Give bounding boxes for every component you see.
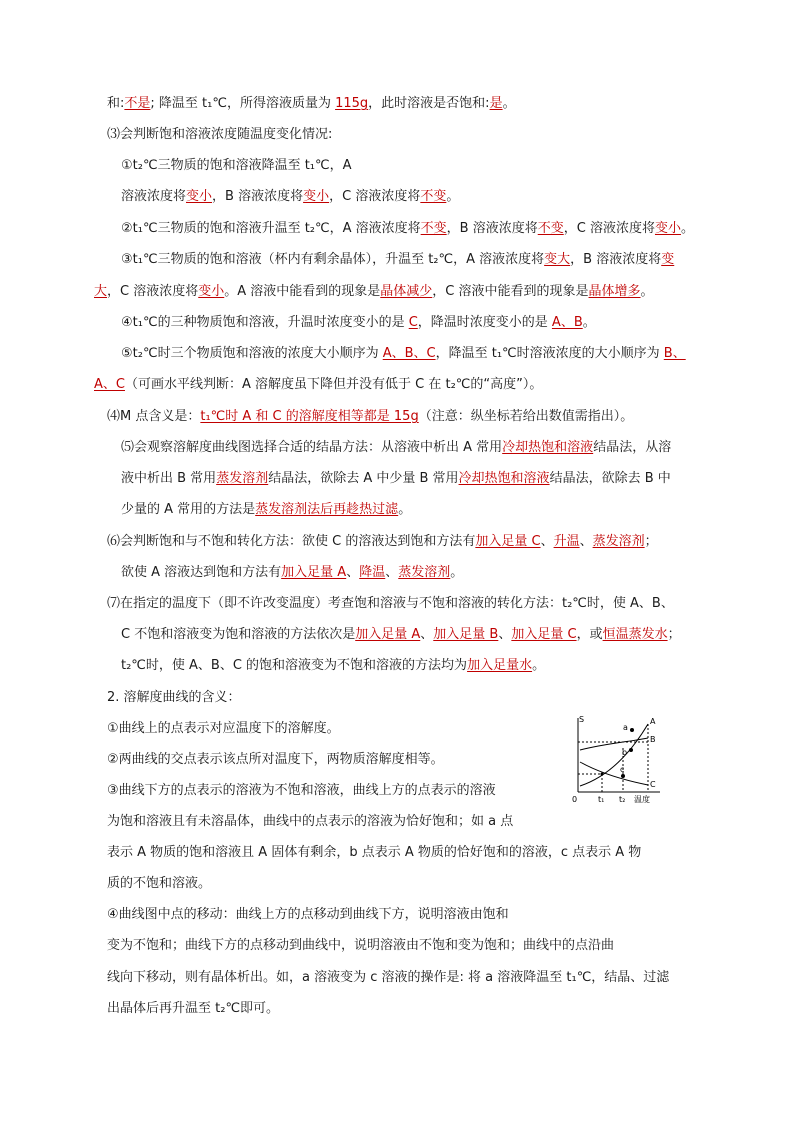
x-tick-t1: t₁ <box>598 795 605 804</box>
text-line <box>107 844 641 862</box>
answer-text: 晶体增多 <box>588 284 641 299</box>
line-text: 少量的 A 常用的方法是 <box>121 502 256 517</box>
line-text: 结晶法，欲除去 A 中少量 B 常用 <box>268 471 459 486</box>
point-a <box>630 728 634 732</box>
point-M <box>601 773 604 776</box>
text-line <box>121 501 411 519</box>
answer-text: 不变 <box>420 221 447 236</box>
line-text: ⑺在指定的温度下（即不许改变温度）考查饱和溶液与不饱和溶液的转化方法：t₂℃时，使 A、B、 <box>107 596 674 611</box>
line-text: （可画水平线判断：A 溶解度虽下降但并没有低于 C 在 t₂℃的“高度”）。 <box>124 377 543 392</box>
text-line <box>107 782 496 800</box>
line-text: 液中析出 B 常用 <box>121 471 217 486</box>
answer-text: 是 <box>489 96 503 111</box>
answer-text: 升温 <box>553 534 580 549</box>
line-text: 线向下移动，则有晶体析出。如，a 溶液变为 c 溶液的操作是: 将 a 溶液降温至 t₁℃，结晶、过滤 <box>107 970 670 985</box>
line-text: ②t₁℃三物质的饱和溶液升温至 t₂℃，A 溶液浓度将 <box>121 221 421 236</box>
x-axis-label: 温度 <box>634 795 650 804</box>
line-text: 结晶法，欲除去 B 中 <box>549 471 671 486</box>
line-text: ，降温至 t₁℃时溶液浓度的大小顺序为 <box>435 346 664 361</box>
line-text: ⑹会判断饱和与不饱和转化方法：欲使 C 的溶液达到饱和方法有 <box>107 534 476 549</box>
line-text: ，或 <box>576 627 603 642</box>
line-text: ①t₂℃三物质的饱和溶液降温至 t₁℃，A <box>121 158 352 173</box>
line-text: 溶液浓度将 <box>121 189 187 204</box>
line-text: 。A 溶液中能看到的现象是 <box>224 284 381 299</box>
line-text: ，此时溶液是否饱和: <box>368 96 490 111</box>
curve-label-B: B <box>650 735 656 744</box>
line-text: 、 <box>579 534 593 549</box>
line-text: ，B 溶液浓度将 <box>446 221 538 236</box>
curve-label-A: A <box>650 717 656 726</box>
answer-text: 降温 <box>359 565 386 580</box>
answer-text: 恒温蒸发水 <box>602 627 668 642</box>
line-text: ，C 溶液浓度将 <box>107 284 199 299</box>
answer-text: A、C <box>94 377 125 392</box>
line-text: 。 <box>532 658 546 673</box>
line-text: ⑸会观察溶解度曲线图选择合适的结晶方法：从溶液中析出 A 常用 <box>121 440 503 455</box>
line-text: 为饱和溶液且有未溶晶体，曲线中的点表示的溶液为恰好饱和；如 a 点 <box>107 814 514 829</box>
text-line <box>121 188 459 206</box>
text-line <box>107 875 211 893</box>
y-axis-label: S <box>579 715 585 724</box>
line-text: ，C 溶液中能看到的现象是 <box>432 284 589 299</box>
text-line <box>107 533 658 551</box>
line-text: 、 <box>346 565 360 580</box>
text-line <box>94 283 654 301</box>
point-c <box>621 774 625 778</box>
line-text: 。 <box>398 502 412 517</box>
answer-text: 变小 <box>186 189 213 204</box>
line-text: ⑷M 点含义是： <box>107 409 201 424</box>
curve-B <box>580 738 648 750</box>
line-text: 。 <box>640 284 654 299</box>
line-text: 和: <box>107 96 125 111</box>
line-text: ； <box>644 534 658 549</box>
answer-text: 蒸发溶剂法后再趁热过滤 <box>255 502 399 517</box>
line-text: ④曲线图中点的移动：曲线上方的点移动到曲线下方，说明溶液由饱和 <box>107 907 509 922</box>
line-text: ④t₁℃的三种物质饱和溶液，升温时浓度变小的是 <box>121 315 409 330</box>
x-tick-t2: t₂ <box>619 795 626 804</box>
line-text: ，C 溶液浓度将 <box>563 221 655 236</box>
answer-text: 加入足量水 <box>467 658 533 673</box>
text-line <box>107 906 509 924</box>
text-line <box>121 345 686 363</box>
text-line <box>107 937 614 955</box>
point-label-c: c <box>620 765 625 774</box>
line-text: ； <box>667 627 681 642</box>
line-text: 、 <box>498 627 512 642</box>
line-text: 。 <box>680 221 694 236</box>
text-line <box>107 969 669 987</box>
text-line <box>107 1000 279 1018</box>
line-text: 出晶体后再升温至 t₂℃即可。 <box>107 1001 280 1016</box>
point-label-a: a <box>623 723 628 732</box>
line-text: 2. 溶解度曲线的含义： <box>107 690 241 705</box>
text-line <box>121 220 694 238</box>
answer-text: 变 <box>661 252 675 267</box>
answer-text: t₁℃时 A 和 C 的溶解度相等都是 15g <box>200 409 419 424</box>
answer-text: 加入足量 B <box>433 627 499 642</box>
line-text: 。 <box>502 96 516 111</box>
answer-text: 115g <box>335 96 369 111</box>
text-line <box>107 689 241 707</box>
line-text: 变为不饱和；曲线下方的点移动到曲线中，说明溶液由不饱和变为饱和；曲线中的点沿曲 <box>107 938 615 953</box>
text-line <box>94 376 542 394</box>
answer-text: 冷却热饱和溶液 <box>458 471 550 486</box>
line-text: 。 <box>450 565 464 580</box>
answer-text: 大 <box>94 284 108 299</box>
line-text: ，C 溶液浓度将 <box>329 189 421 204</box>
answer-text: A、B <box>551 315 583 330</box>
answer-text: 加入足量 A <box>281 565 347 580</box>
answer-text: 蒸发溶剂 <box>398 565 451 580</box>
line-text: t₂℃时，使 A、B、C 的饱和溶液变为不饱和溶液的方法均为 <box>121 658 468 673</box>
line-text: 结晶法，从溶 <box>593 440 672 455</box>
text-line <box>121 657 545 675</box>
line-text: ⑤t₂℃时三个物质饱和溶液的浓度大小顺序为 <box>121 346 383 361</box>
answer-text: A、B、C <box>382 346 436 361</box>
line-text: （注意：纵坐标若给出数值需指出）。 <box>418 409 634 424</box>
line-text: 。 <box>446 189 460 204</box>
text-line <box>107 595 674 613</box>
line-text: ①曲线上的点表示对应温度下的溶解度。 <box>107 721 340 736</box>
point-label-b: b <box>622 748 628 757</box>
line-text: 。 <box>582 315 596 330</box>
origin-label: 0 <box>572 795 578 804</box>
answer-text: 蒸发溶剂 <box>216 471 269 486</box>
line-text: ③t₁℃三物质的饱和溶液（杯内有剩余晶体），升温至 t₂℃，A 溶液浓度将 <box>121 252 545 267</box>
text-line <box>121 439 671 457</box>
text-line <box>121 157 352 175</box>
text-line <box>107 95 516 113</box>
answer-text: 不是 <box>124 96 151 111</box>
line-text: ⑶会判断饱和溶液浓度随温度变化情况: <box>107 127 333 142</box>
text-line <box>107 408 633 426</box>
answer-text: 加入足量 C <box>511 627 577 642</box>
answer-text: 冷却热饱和溶液 <box>502 440 594 455</box>
line-text: ③曲线下方的点表示的溶液为不饱和溶液，曲线上方的点表示的溶液 <box>107 783 496 798</box>
line-text: 、 <box>540 534 554 549</box>
line-text: ，B 溶液浓度将 <box>212 189 304 204</box>
line-text: ，降温时浓度变小的是 <box>417 315 552 330</box>
answer-text: 变大 <box>544 252 571 267</box>
curve-label-C: C <box>650 780 656 789</box>
answer-text: 加入足量 C <box>475 534 541 549</box>
line-text: 欲使 A 溶液达到饱和方法有 <box>121 565 282 580</box>
answer-text: 不变 <box>537 221 564 236</box>
text-line <box>107 813 513 831</box>
answer-text: 变小 <box>198 284 225 299</box>
text-line <box>121 626 681 644</box>
line-text: ; 降温至 t₁℃，所得溶液质量为 <box>150 96 336 111</box>
text-line <box>107 720 340 738</box>
text-line <box>107 751 444 769</box>
line-text: 表示 A 物质的饱和溶液且 A 固体有剩余，b 点表示 A 物质的恰好饱和的溶液，c 点表示 A 物 <box>107 845 642 860</box>
point-b <box>629 748 633 752</box>
text-line <box>121 564 463 582</box>
answer-text: 不变 <box>420 189 447 204</box>
answer-text: 蒸发溶剂 <box>592 534 645 549</box>
solubility-curve-figure <box>568 712 668 804</box>
answer-text: 变小 <box>654 221 681 236</box>
answer-text: 变小 <box>303 189 330 204</box>
answer-text: 晶体减少 <box>380 284 433 299</box>
text-line <box>121 251 674 269</box>
text-line <box>121 314 596 332</box>
answer-text: C <box>408 315 418 330</box>
line-text: 、 <box>385 565 399 580</box>
line-text: ，B 溶液浓度将 <box>570 252 662 267</box>
line-text: ②两曲线的交点表示该点所对温度下，两物质溶解度相等。 <box>107 752 444 767</box>
answer-text: 加入足量 A <box>355 627 421 642</box>
line-text: C 不饱和溶液变为饱和溶液的方法依次是 <box>121 627 356 642</box>
text-line <box>121 470 671 488</box>
line-text: 、 <box>420 627 434 642</box>
text-line <box>107 126 332 144</box>
line-text: 质的不饱和溶液。 <box>107 876 212 891</box>
answer-text: B、 <box>663 346 686 361</box>
